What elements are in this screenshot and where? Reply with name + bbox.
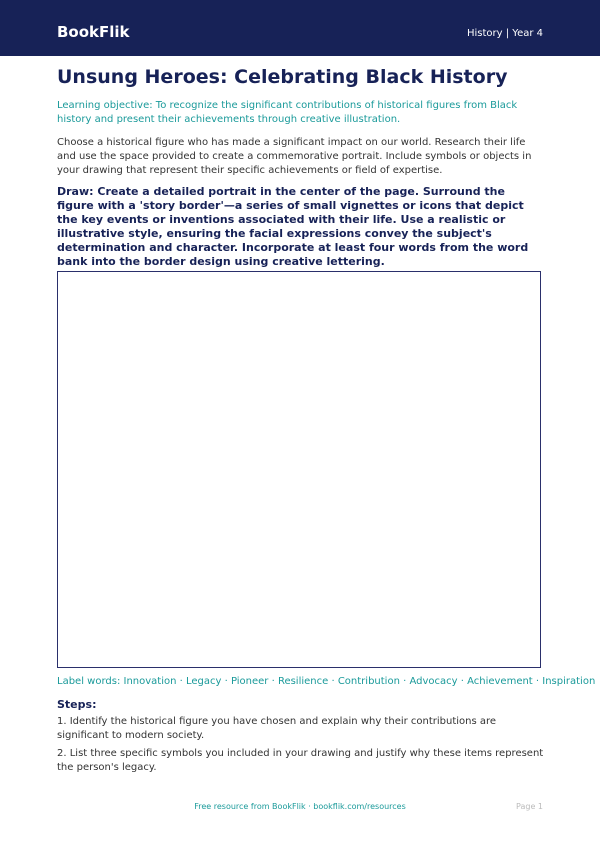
- word-bank: Label words: Innovation · Legacy · Pioneer · Resilience · Contribution · Advocacy · Achievement · Inspiration: [57, 676, 596, 687]
- step-item: 1. Identify the historical figure you have chosen and explain why their contributions are significant to modern society.: [57, 716, 497, 741]
- page-title: Unsung Heroes: Celebrating Black History: [57, 66, 508, 88]
- learning-objective: Learning objective: To recognize the significant contributions of historical figures from Black history and present their achievements through creative illustration.: [57, 100, 518, 125]
- step-item: 2. List three specific symbols you included in your drawing and justify why these items represent the person's legacy.: [57, 748, 544, 773]
- page-header: [0, 0, 600, 56]
- drawing-area[interactable]: [57, 271, 541, 668]
- footer-resource-link[interactable]: Free resource from BookFlik · bookflik.com/resources: [194, 802, 406, 811]
- intro-text: Choose a historical figure who has made a significant impact on our world. Research their life and use the space provided to create a commemorative portrait. Include symbols or objects in your drawing that represent their specific achievements or field of expertise.: [57, 137, 532, 176]
- page-number: Page 1: [516, 802, 543, 811]
- steps-heading: Steps:: [57, 698, 97, 711]
- draw-instruction: Draw: Create a detailed portrait in the center of the page. Surround the figure with a 'story border'—a series of small vignettes or icons that depict the key events or inventions associated with their life. Use a realistic or illustrative style, ensuring the facial expressions convey the subject's determination and character. Incorporate at least four words from the word bank into the border design using creative lettering.: [57, 185, 529, 268]
- subject-year: History | Year 4: [466, 28, 543, 39]
- brand-logo: BookFlik: [57, 23, 130, 41]
- steps-list: [57, 715, 545, 779]
